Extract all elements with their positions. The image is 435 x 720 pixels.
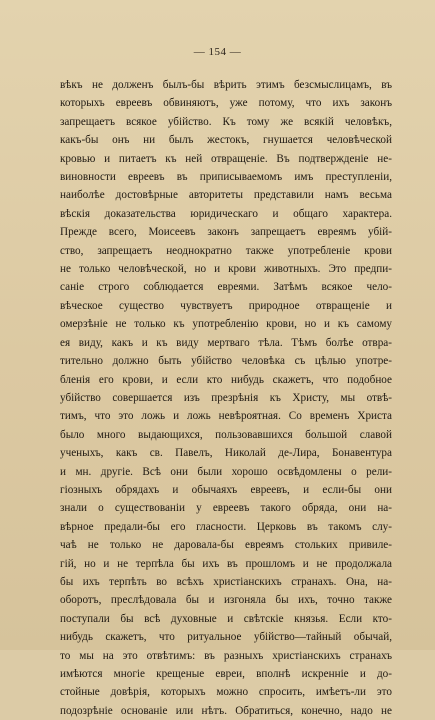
text-line: которыхъ евреевъ обвиняютъ, уже потому, что ихъ законъ bbox=[60, 97, 392, 110]
text-line: тительно должно быть убійство человѣка съ цѣлью употре- bbox=[60, 355, 392, 368]
text-line: саніе строго соблюдается евреями. Затѣмъ всякое чело- bbox=[60, 281, 392, 294]
text-line: оборотъ, преслѣдовала бы и изгоняла бы ихъ, точно также bbox=[60, 594, 392, 607]
text-line: тимъ, что это ложь и ложь невѣроятная. Со временъ Христа bbox=[60, 410, 392, 423]
text-line: имѣются многіе крещеные евреи, вполнѣ искренніе и до- bbox=[60, 668, 392, 680]
text-line: нибудь скажетъ, что ритуальное убійство—тайный обычай, bbox=[60, 631, 392, 644]
text-line: стойные довѣрія, которыхъ можно спросить, имѣетъ-ли это bbox=[60, 686, 392, 699]
text-line: подозрѣніе основаніе или нѣтъ. Обратиться, конечно, надо не bbox=[60, 704, 392, 717]
text-line: наиболѣе достовѣрные авторитеты представили намъ весьма bbox=[60, 189, 392, 202]
text-line: какъ-бы онъ ни былъ жестокъ, гнушается человѣческой bbox=[60, 134, 392, 147]
text-line: кровью и питаетъ къ ней отвращеніе. Въ подтвержденіе не- bbox=[60, 152, 392, 165]
text-line: то мы на это отвѣтимъ: въ разныхъ христіанскихъ странахъ bbox=[60, 649, 392, 662]
text-line: знали о существованіи у евреевъ такого обряда, они на- bbox=[60, 502, 392, 515]
text-line: было много выдающихся, пользовавшихся большой славой bbox=[60, 428, 392, 441]
text-line: вѣрное предали-бы его гласности. Церковь въ такомъ слу- bbox=[60, 520, 392, 533]
text-line: вѣкъ не долженъ былъ-бы вѣрить этимъ безсмыслицамъ, въ bbox=[60, 79, 392, 91]
text-line: бы ихъ терпѣть во всѣхъ христіанскихъ странахъ. Она, на- bbox=[60, 575, 392, 588]
body-text bbox=[60, 76, 392, 720]
text-line: вѣческое существо чувствуетъ природное отвращеніе и bbox=[60, 299, 392, 312]
text-line: чаѣ не только не даровала-бы евреямъ стольких привиле- bbox=[60, 539, 392, 552]
text-line: запрещаетъ всякое убійство. Къ тому же всякій человѣкъ, bbox=[60, 115, 392, 128]
text-line: и мн. другіе. Всѣ они были хорошо освѣдомлены о рели- bbox=[60, 465, 392, 478]
text-line: бленія его крови, и если кто нибудь скажетъ, что подобное bbox=[60, 373, 392, 386]
text-line: виновности евреевъ въ приписываемомъ имъ преступленіи, bbox=[60, 171, 392, 184]
text-line: ученыхъ, какъ св. Павелъ, Николай де-Лира, Бонавентура bbox=[60, 447, 392, 460]
text-line: гій, но и не терпѣла бы ихъ въ прошломъ и не продолжала bbox=[60, 557, 392, 570]
text-line: ея виду, какъ и къ виду мертваго тѣла. Тѣмъ болѣе отвра- bbox=[60, 336, 392, 349]
text-line: не только человѣческой, но и крови животныхъ. Это предпи- bbox=[60, 263, 392, 276]
text-line: убійство совершается изъ презрѣнія къ Христу, мы отвѣ- bbox=[60, 391, 392, 404]
text-line: Прежде всего, Моисеевъ законъ запрещаетъ евреямъ убій- bbox=[60, 226, 392, 239]
page-number: — 154 — bbox=[193, 46, 242, 58]
text-line: омерзѣніе не только къ употребленію крови, но и къ самому bbox=[60, 318, 392, 331]
text-line: вѣскія доказательства юридическаго и общаго характера. bbox=[60, 207, 392, 220]
text-line: гіозныхъ обрядахъ и обычаяхъ евреевъ, и если-бы они bbox=[60, 483, 392, 496]
text-line: поступали бы всѣ духовные и свѣтскіе князья. Если кто- bbox=[60, 612, 392, 625]
text-line: ство, запрещаетъ неоднократно также употребленіе крови bbox=[60, 244, 392, 257]
